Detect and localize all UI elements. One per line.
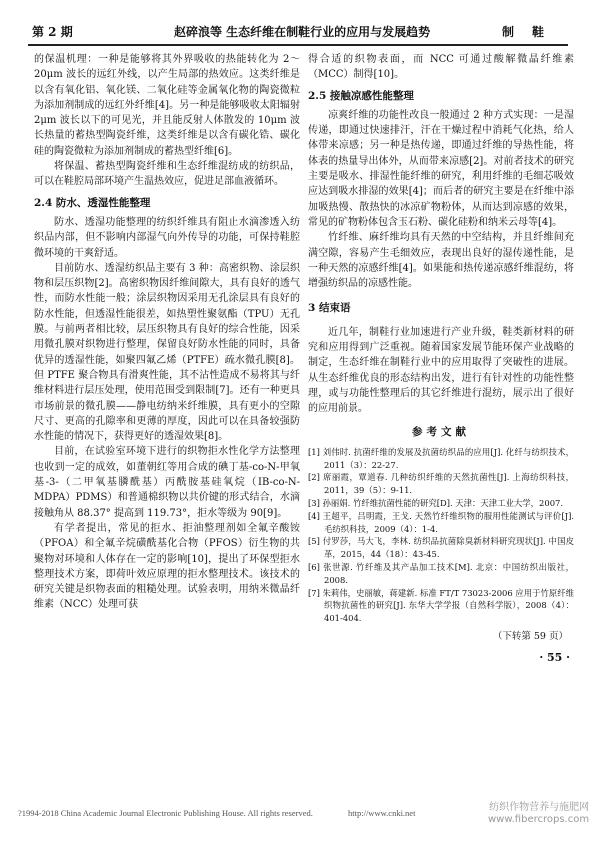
reference-item: [1] 刘伟时. 抗菌纤维的发展及抗菌纺织品的应用[J]. 化纤与纺织技术，2011（3）：22-27. <box>308 446 574 470</box>
references-title: 参考文献 <box>412 425 470 438</box>
paragraph: 将保温、蓄热型陶瓷纤维和生态纤维混纺成的纺织品，可以在鞋腔局部环境产生温热效应，促进足部血液循环。 <box>34 161 300 188</box>
watermark-line: 纺织作物营养与施肥网 <box>489 802 590 813</box>
footer-url[interactable]: http://www.cnki.net <box>348 808 416 818</box>
reference-item: [7] 朱莉伟，史丽敏，蒋建新. 标准 FT/T 73023-2006 应用于竹原纤维织物抗菌性的研究[J]. 东华大学学报（自然科学版），2008（4）：401-404. <box>308 587 574 624</box>
paragraph: 有学者提出，常见的拒水、拒油整理剂如全氟辛酸铵（PFOA）和全氟辛烷磺酰基化合物（PFOS）衍生物的共聚物对环境和人体存在一定的影响[10]，提出了环保型拒水整理技术方案，即荷叶效应原理的拒水整理技术。该技术的研究关键是织物表面的粗糙处理。试验表明，用纳米微晶纤维素（NCC）处理可获 <box>34 522 300 611</box>
right-column <box>308 52 574 666</box>
section-heading: 3 结束语 <box>308 302 351 315</box>
watermark-line: www.fibercrops.com <box>488 814 590 825</box>
reference-item: [5] 付罗莎，马大飞，李林. 纺织品抗菌除臭新材料研究现状[J]. 中国皮革，2015，44（18）：43-45. <box>308 536 574 560</box>
issue-number: 第 2 期 <box>32 25 73 39</box>
reference-item: [4] 王超平，吕明霞，王戈. 天然竹纤维织物的服用性能测试与评价[J]. 毛纺织科技，2009（4）：1-4. <box>308 510 574 534</box>
page-footer <box>18 802 590 825</box>
paragraph: 防水、透湿功能整理的纺织纤维具有阻止水滴渗透入纺织品内部，但不影响内部湿气向外传导的功能，可保持鞋腔微环境的干爽舒适。 <box>34 216 300 259</box>
paragraph: 竹纤维、麻纤维均具有天然的中空结构，并且纤维间充满空隙，容易产生毛细效应，表现出良好的湿传递性能，是一种天然的凉感纤维[4]。如果能和热传递凉感纤维混纺，将增强纺织品的凉感性能。 <box>308 232 574 290</box>
section-heading: 2.4 防水、透湿性能整理 <box>34 196 151 209</box>
journal-name: 制鞋 <box>501 25 562 39</box>
reference-item: [2] 席丽霞，覃道春. 几种纺织纤维的天然抗菌性[J]. 上海纺织科技，2011，39（5）：9-11. <box>308 472 574 496</box>
page-header <box>28 18 568 46</box>
paragraph: 凉爽纤维的功能性改良一般通过 2 种方式实现：一是湿传递，即通过快速排汗，汗在干燥过程中消耗气化热，给人体带来凉感；另一种是热传递，即通过纤维的导热性能，将体表的热量导出体外，从而带来凉感[2]。对前者技术的研究主要是吸水、排湿性能纤维的研究，利用纤维的毛细芯吸效应达到吸水排湿的效果[4]；而后者的研究主要是在纤维中添加吸热慢、散热快的冰凉矿物粉体，从而达到凉感的效果，常见的矿物粉体包含玉石粉、碳化硅粉和纳米云母等[4]。 <box>308 109 574 228</box>
paragraph: 近几年，制鞋行业加速进行产业升级，鞋类新材料的研究和应用得到广泛重视。随着国家发展节能环保产业战略的制定，生态纤维在制鞋行业中的应用取得了突破性的进展。从生态纤维优良的形态结构出发，进行有针对性的功能性整理，或与功能性整理后的其它纤维进行混纺，展示出了很好的应用前景。 <box>308 326 574 415</box>
paragraph: 目前，在试验室环境下进行的织物拒水性化学方法整理也收到一定的成效，如董朝红等用合成的碘丁基-co-N-甲氧基-3-（二甲氧基膦酰基）丙酰胺基硅氧烷（IB-co-N-MDPA）PDMS）和普通棉织物以共价键的形式结合，水滴接触角从 88.37° 提高到 119.73°，拒水等级为 90[9]。 <box>34 446 300 519</box>
copyright-notice: ?1994-2018 China Academic Journal Electronic Publishing House. All rights reserved. <box>18 808 313 818</box>
continuation-note: （下转第 59 页） <box>492 630 568 642</box>
page-number: · 55 · <box>539 651 570 665</box>
paragraph: 得合适的织物表面，而 NCC 可通过酸解微晶纤维素（MCC）制得[10]。 <box>308 54 574 81</box>
paragraph: 目前防水、透湿纺织品主要有 3 种：高密织物、涂层织物和层压织物[2]。高密织物因纤维间隙大，具有良好的透气性，而防水性能一般；涂层织物因采用无孔涂层具有良好的防水性能，但透湿性能很差，如热塑性聚氨酯（TPU）无孔膜。与前两者相比较，层压织物具有良好的综合性能，因采用微孔膜对织物进行整理，保留良好防水性能的同时，具备优异的透湿性能，如聚四氟乙烯（PTFE）疏水微孔膜[8]。但 PTFE 聚合物具有滑爽性能，其不沾性造成不易将其与纤维材料进行层压处理，使用范围受到限制[7]。还有一种更具市场前景的微孔膜——静电纺纳米纤维膜，具有更小的空隙尺寸、更高的孔隙率和更薄的厚度，因此可以在具备较强防水性能的情况下，获得更好的透湿效果[8]。 <box>34 262 300 443</box>
reference-item: [6] 张世源. 竹纤维及其产品加工技术[M]. 北京：中国纺织出版社，2008. <box>308 562 574 585</box>
watermark <box>488 802 589 826</box>
paragraph: 的保温机理：一种是能够将其外界吸收的热能转化为 2～20μm 波长的远红外线，以产生局部的热效应。这类纤维是以含有氧化铝、氧化镁、二氧化硅等金属氧化物的陶瓷微粒为添加剂制成的远红外纤维[4]。另一种是能够吸收太阳辐射 2μm 波长以下的可见光，并且能反射人体散发的 10μm 波长热量的蓄热型陶瓷纤维，这类纤维是以含有碳化锆、碳化硅的陶瓷微粒为添加剂制成的蓄热型纤维[6]。 <box>34 54 300 157</box>
section-heading: 2.5 接触凉感性能整理 <box>308 89 414 102</box>
running-title: 赵碎浪等 生态纤维在制鞋行业的应用与发展趋势 <box>174 25 431 39</box>
left-column <box>34 52 300 613</box>
reference-item: [3] 孙丽娟. 竹纤维抗菌性能的研究[D]. 天津：天津工业大学，2007. <box>308 498 564 509</box>
